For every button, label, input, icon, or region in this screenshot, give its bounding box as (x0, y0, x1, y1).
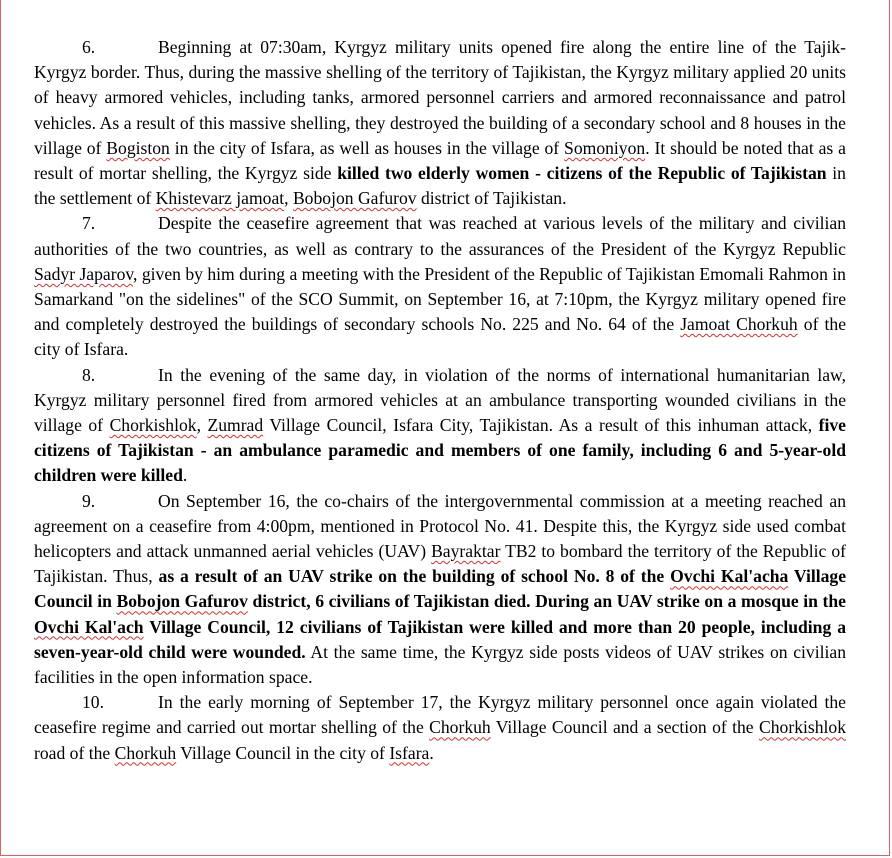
spellcheck-flagged-word: Jamoat Chorkuh (680, 314, 798, 335)
spellcheck-flagged-word: Somoniyon (564, 137, 646, 158)
spellcheck-flagged-word: Zumrad (207, 415, 264, 436)
spellcheck-flagged-word: Chorkishlok (759, 717, 846, 738)
spellcheck-flagged-word: Bobojon Gafurov (292, 188, 417, 209)
text-run: , given by him during a meeting with the President of the Republic of Tajikistan Emomali Rahmon in Samarkand "on the sidelines" of the SCO Summit, on September 16, at 7:10pm, the Kyrgyz military opened fire and completely destroyed the buildings of secondary schools No. 225 and No. 64 of the (34, 263, 846, 335)
bold-text-run: Village Council in (34, 566, 847, 612)
text-run: , (284, 188, 293, 209)
spellcheck-flagged-word: Chorkuh (114, 742, 177, 763)
paragraph-7 (34, 211, 846, 362)
spellcheck-flagged-word: Ovchi Kal'acha (670, 566, 789, 587)
text-run: district of Tajikistan. (416, 188, 567, 209)
paragraph-number: 9. (82, 490, 96, 511)
document-body (34, 35, 846, 766)
text-run: In the early morning of September 17, the Kyrgyz military personnel once again violated the ceasefire regime and carried out mortar shelling of the (34, 692, 846, 738)
text-run: Despite the ceasefire agreement that was reached at various levels of the military and civilian authorities of the two countries, as well as contrary to the assurances of the President of the Kyrgyz Republic (34, 213, 846, 259)
paragraph-9 (34, 489, 846, 691)
paragraph-8 (34, 363, 846, 489)
text-run: of the city of Isfara. (34, 314, 847, 360)
bold-text-run: district, 6 civilians of Tajikistan died. During an UAV strike on a mosque in the (247, 591, 846, 612)
spellcheck-flagged-word: Sadyr Japarov (34, 263, 134, 284)
paragraph-number: 8. (82, 364, 96, 385)
bold-text-run: Village Council, 12 civilians of Tajikistan were killed and more than 20 people, including a seven-year-old child were wounded. (34, 616, 846, 662)
spellcheck-flagged-word: Chorkishlok (109, 415, 197, 436)
spellcheck-flagged-word: Ovchi Kal'ach (34, 616, 144, 637)
paragraph-number: 6. (82, 37, 96, 57)
text-run: , (196, 415, 208, 436)
spellcheck-flagged-word: Bogiston (106, 137, 170, 158)
spellcheck-flagged-word: Chorkuh (429, 717, 491, 738)
text-run: in the city of Isfara, as well as houses in the village of (169, 137, 565, 158)
text-run: Village Council, Isfara City, Tajikistan. As a result of this inhuman attack, (263, 415, 819, 436)
text-run: Beginning at 07:30am, Kyrgyz military units opened fire along the entire line of the Tajik-Kyrgyz border. Thus, during the massive shelling of the territory of Tajikistan, the Kyrgyz military applied 20 units of heavy armored vehicles, including tanks, armored personnel carriers and armored reconnaissance and patrol vehicles. As a result of this massive shelling, they destroyed the building of a secondary school and 8 houses in the village of (34, 37, 846, 158)
text-run: Village Council and a section of the (490, 717, 759, 738)
spellcheck-flagged-word: Bobojon Gafurov (116, 591, 248, 612)
text-run: Village Council in the city of (176, 742, 390, 763)
paragraph-6 (34, 35, 846, 211)
text-run: in the settlement of (34, 163, 846, 209)
text-run: road of the (34, 742, 115, 763)
text-run: TB2 to bombard the territory of the Republic of Tajikistan. Thus, (34, 541, 846, 587)
paragraph-10 (34, 690, 846, 766)
text-run: On September 16, the co-chairs of the intergovernmental commission at a meeting reached an agreement on a ceasefire from 4:00pm, mentioned in Protocol No. 41. Despite this, the Kyrgyz side used combat helicopters and attack unmanned aerial vehicles (UAV) (34, 490, 846, 562)
paragraph-number: 10. (82, 692, 104, 713)
bold-text-run: as a result of an UAV strike on the building of school No. 8 of the (158, 566, 671, 587)
bold-text-run: killed two elderly women - citizens of the Republic of Tajikistan (337, 163, 827, 184)
text-run: At the same time, the Kyrgyz side posts videos of UAV strikes on civilian facilities in the open information space. (34, 641, 846, 688)
paragraph-number: 7. (82, 213, 96, 234)
paragraph-text (34, 491, 846, 687)
spellcheck-flagged-word: Bayraktar (431, 541, 501, 562)
text-run: . (429, 742, 434, 763)
bold-text-run: five citizens of Tajikistan - an ambulance paramedic and members of one family, including 6 and 5-year-old children were killed (34, 415, 846, 486)
text-run: . It should be noted that as a result of mortar shelling, the Kyrgyz side (34, 137, 846, 184)
paragraph-text (34, 37, 846, 208)
text-run: In the evening of the same day, in violation of the norms of international humanitarian law, Kyrgyz military personnel fired from armored vehicles at an ambulance transporting wounded civilians in the village of (34, 364, 846, 436)
spellcheck-flagged-word: Isfara (389, 742, 430, 763)
text-run: . (182, 465, 188, 486)
spellcheck-flagged-word: Khistevarz jamoat (155, 188, 285, 209)
